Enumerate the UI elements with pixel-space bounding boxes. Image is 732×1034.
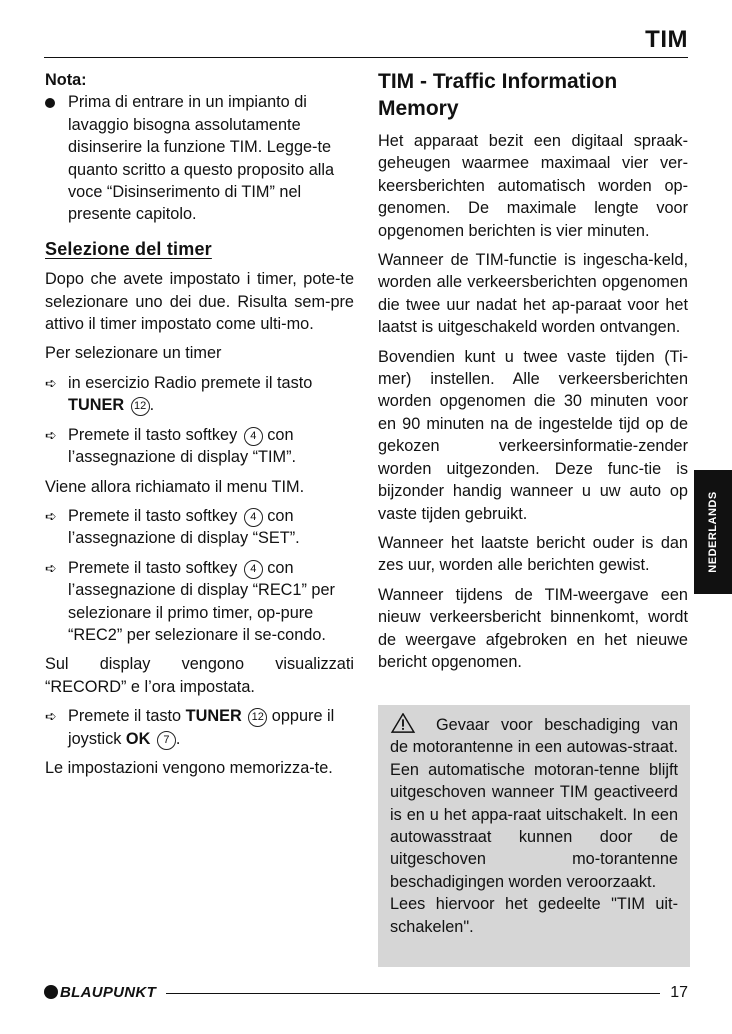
page-number: 17 <box>670 984 688 1001</box>
header-divider <box>44 57 688 58</box>
bullet-dot-icon <box>45 98 55 108</box>
page-header-title: TIM <box>645 26 688 53</box>
key-number-badge: 12 <box>248 708 267 727</box>
instruction-step: ➪ Premete il tasto softkey 4 con l’assegnazione di display “TIM”. <box>45 425 297 467</box>
paragraph: Le impostazioni vengono memorizza-te. <box>45 758 333 777</box>
key-number-badge: 4 <box>244 508 263 527</box>
paragraph: Wanneer de TIM-functie is ingescha-keld, worden alle verkeersberichten opgenomen die twee uur nadat het ap-paraat voor het laatst is uitgeschakeld worden ontvangen. <box>378 251 688 337</box>
note-label: Nota: <box>45 71 87 89</box>
brand-logo <box>44 984 156 1001</box>
left-column <box>45 68 354 786</box>
warning-text: Gevaar voor beschadiging van de motorantenne in een autowas-straat. Een automatische motoran-tenne blijft uitgeschoven wanneer TIM geactiveerd is en u het appa-raat uitschakelt. In een autowasstraat kunnen door de uitgeschoven mo-torantenne beschadigingen worden veroorzaakt. <box>390 716 678 891</box>
section-heading-timer: Selezione del timer <box>45 238 212 259</box>
arrow-right-icon: ➪ <box>45 507 57 524</box>
brand-dot-icon <box>44 985 58 999</box>
paragraph: Het apparaat bezit een digitaal spraak-geheugen waarmee maximaal vier ver-keersberichten automatisch worden op-genomen. De maximale lengte voor opgenomen berichten is vier minuten. <box>378 132 688 240</box>
note-text: Prima di entrare in un impianto di lavaggio bisogna assolutamente disinserire la funzione TIM. Legge-te quanto scritto a questo proposito alla voce “Disinserimento di TIM” nel presente capitolo. <box>68 93 335 224</box>
paragraph: Sul display vengono visualizzati “RECORD” e l’ora impostata. <box>45 655 354 696</box>
arrow-right-icon: ➪ <box>45 426 57 443</box>
warning-text-2: Lees hiervoor het gedeelte "TIM uit-schakelen". <box>390 895 678 936</box>
instruction-step: ➪ Premete il tasto softkey 4 con l’assegnazione di display “SET”. <box>45 506 300 548</box>
paragraph: Wanneer het laatste bericht ouder is dan zes uur, worden alle berichten gewist. <box>378 533 688 575</box>
section-heading-tim: TIM - Traffic Information Memory <box>378 70 618 120</box>
key-label: TUNER <box>68 396 125 415</box>
paragraph: Bovendien kunt u twee vaste tijden (Ti-mer) instellen. Alle verkeersberichten worden opgenomen die 30 minuten voor en 90 minuten na de ingestelde tijd op de gekozen verkeersinformatie-zender worden uitgezonden. Deze func-tie is bijzonder handig wanneer u uw auto op vaste tijden gebruikt. <box>378 347 688 523</box>
key-number-badge: 4 <box>244 427 263 446</box>
instruction-step: ➪ Premete il tasto softkey 4 con l’assegnazione di display “REC1” per selezionare il primo timer, op-pure “REC2” per selezionare il se-condo. <box>45 558 335 644</box>
note-bullet <box>45 91 354 225</box>
key-number-badge: 7 <box>157 731 176 750</box>
arrow-right-icon: ➪ <box>45 708 57 725</box>
warning-box <box>378 705 690 967</box>
key-label: OK <box>125 729 151 748</box>
side-tab-label: NEDERLANDS <box>707 491 719 573</box>
brand-name: BLAUPUNKT <box>60 984 157 1001</box>
paragraph: Viene allora richiamato il menu TIM. <box>45 477 305 496</box>
key-label: TUNER <box>185 707 242 726</box>
paragraph: Wanneer tijdens de TIM-weergave een nieuw verkeersbericht binnenkomt, wordt de weergave afgebroken en het nieuwe bericht opgenomen. <box>378 585 688 671</box>
paragraph: Dopo che avete impostato i timer, pote-te selezionare uno dei due. Risulta sem-pre attivo il timer impostato come ulti-mo. <box>45 270 354 334</box>
key-number-badge: 12 <box>131 397 150 416</box>
language-side-tab <box>694 470 732 594</box>
instruction-step: ➪ in esercizio Radio premete il tasto TUNER 12 . <box>45 373 313 415</box>
right-column <box>378 68 688 680</box>
warning-triangle-icon <box>390 713 416 733</box>
paragraph: Per selezionare un timer <box>45 344 222 363</box>
key-number-badge: 4 <box>244 560 263 579</box>
footer-divider <box>166 993 660 994</box>
arrow-right-icon: ➪ <box>45 374 57 391</box>
arrow-right-icon: ➪ <box>45 559 57 576</box>
instruction-step: ➪ Premete il tasto TUNER 12 oppure il joystick OK 7 . <box>45 707 335 748</box>
